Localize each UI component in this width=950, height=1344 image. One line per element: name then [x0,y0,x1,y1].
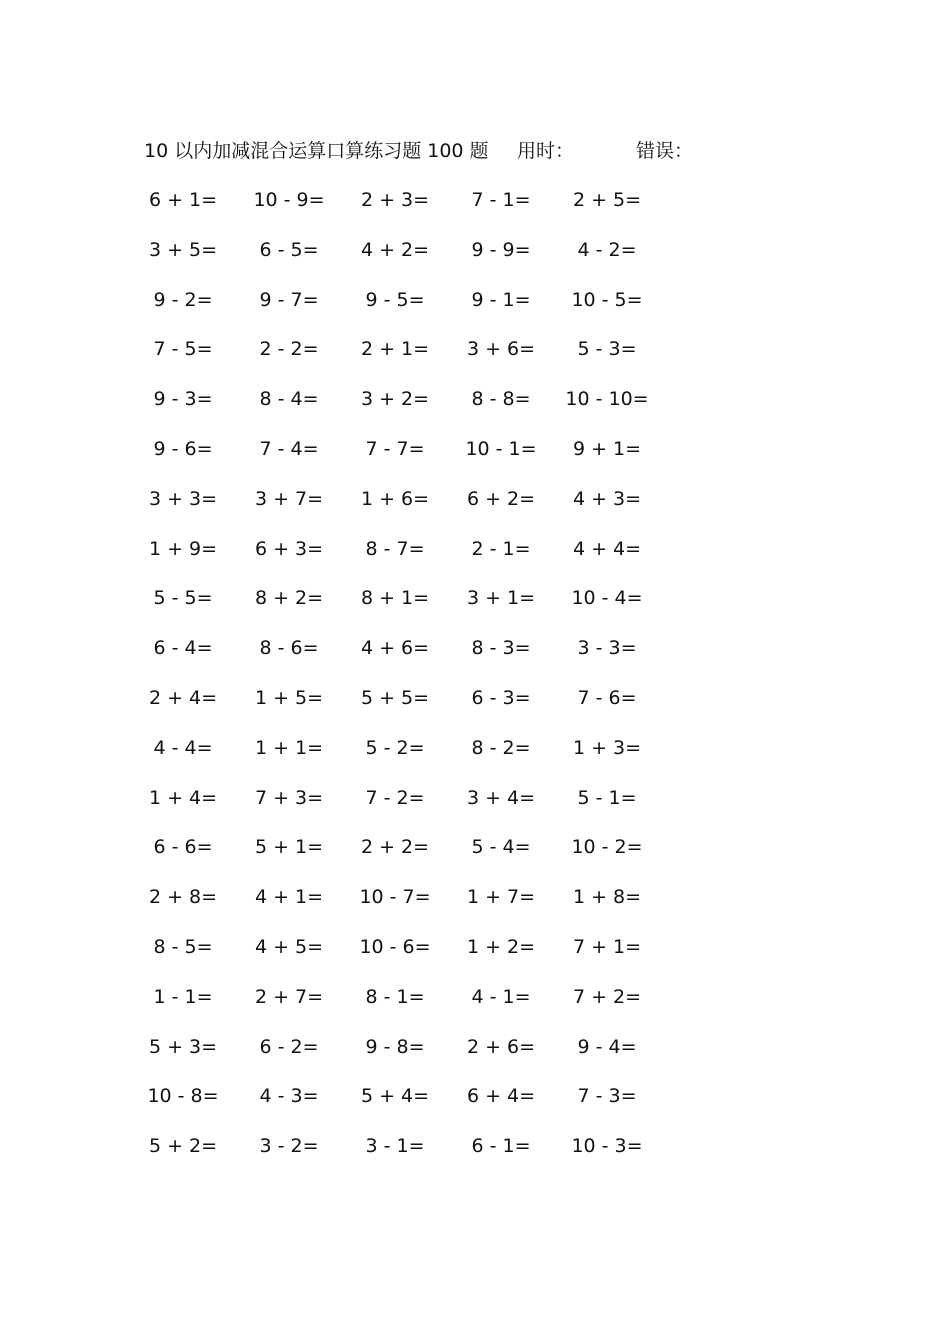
arithmetic-problem: 8 - 8= [471,388,531,411]
arithmetic-problem: 5 + 4= [360,1085,430,1108]
arithmetic-problem: 5 - 4= [471,836,531,859]
arithmetic-problem: 9 - 9= [471,238,531,261]
arithmetic-problem: 5 - 3= [577,338,637,361]
problem-row [130,481,660,531]
arithmetic-problem: 7 - 3= [577,1085,637,1108]
arithmetic-problem: 4 + 6= [360,637,430,660]
arithmetic-problem: 6 + 4= [466,1085,536,1108]
arithmetic-problem: 3 - 2= [259,1135,319,1158]
problem-row [130,331,660,381]
arithmetic-problem: 7 - 1= [471,189,531,211]
arithmetic-problem: 6 - 6= [153,836,213,859]
arithmetic-problem: 5 + 3= [148,1035,218,1058]
problem-row [130,680,660,730]
arithmetic-problem: 5 + 1= [254,836,324,859]
arithmetic-problem: 10 - 1= [465,437,537,460]
worksheet-title: 10 以内加减混合运算口算练习题 100 题 [144,140,489,162]
errors-label: 错误： [636,140,694,162]
problem-row [130,431,660,481]
problem-grid [130,182,660,1178]
arithmetic-problem: 2 + 6= [466,1035,536,1058]
arithmetic-problem: 2 + 2= [360,836,430,859]
arithmetic-problem: 4 - 2= [577,238,637,261]
arithmetic-problem: 9 - 7= [259,288,319,311]
problem-row [130,1029,660,1079]
arithmetic-problem: 10 - 5= [571,288,643,311]
arithmetic-problem: 6 - 5= [259,238,319,261]
arithmetic-problem: 9 - 3= [153,388,213,411]
problem-row [130,282,660,332]
arithmetic-problem: 2 + 7= [254,985,324,1008]
arithmetic-problem: 10 - 4= [571,587,643,610]
arithmetic-problem: 3 - 1= [365,1135,425,1158]
arithmetic-problem: 10 - 6= [359,935,431,958]
problem-row [130,929,660,979]
arithmetic-problem: 6 + 1= [148,189,218,211]
arithmetic-problem: 7 - 6= [577,686,637,709]
arithmetic-problem: 2 + 8= [148,886,218,909]
problem-row [130,630,660,680]
arithmetic-problem: 7 - 7= [365,437,425,460]
arithmetic-problem: 4 + 3= [572,487,642,510]
arithmetic-problem: 4 - 3= [259,1085,319,1108]
arithmetic-problem: 4 + 2= [360,238,430,261]
problem-row [130,829,660,879]
problem-row [130,979,660,1029]
arithmetic-problem: 1 + 1= [254,736,324,759]
arithmetic-problem: 3 + 7= [254,487,324,510]
arithmetic-problem: 2 + 1= [360,338,430,361]
arithmetic-problem: 2 + 4= [148,686,218,709]
arithmetic-problem: 1 + 8= [572,886,642,909]
arithmetic-problem: 3 - 3= [577,637,637,660]
problem-row [130,580,660,630]
arithmetic-problem: 2 + 3= [360,189,430,211]
arithmetic-problem: 9 - 5= [365,288,425,311]
arithmetic-problem: 3 + 4= [466,786,536,809]
arithmetic-problem: 3 + 1= [466,587,536,610]
arithmetic-problem: 8 - 1= [365,985,425,1008]
arithmetic-problem: 6 - 3= [471,686,531,709]
arithmetic-problem: 8 - 4= [259,388,319,411]
arithmetic-problem: 9 - 4= [577,1035,637,1058]
arithmetic-problem: 8 - 5= [153,935,213,958]
problem-row [130,531,660,581]
problem-row [130,182,660,232]
arithmetic-problem: 8 + 2= [254,587,324,610]
arithmetic-problem: 7 - 5= [153,338,213,361]
arithmetic-problem: 1 + 9= [148,537,218,560]
arithmetic-problem: 6 + 2= [466,487,536,510]
problem-row [130,232,660,282]
arithmetic-problem: 10 - 9= [253,189,325,211]
arithmetic-problem: 8 - 3= [471,637,531,660]
arithmetic-problem: 9 - 1= [471,288,531,311]
arithmetic-problem: 10 - 3= [571,1135,643,1158]
arithmetic-problem: 3 + 6= [466,338,536,361]
arithmetic-problem: 1 + 2= [466,935,536,958]
arithmetic-problem: 1 + 6= [360,487,430,510]
arithmetic-problem: 1 + 3= [572,736,642,759]
arithmetic-problem: 4 - 1= [471,985,531,1008]
arithmetic-problem: 1 + 7= [466,886,536,909]
arithmetic-problem: 8 - 6= [259,637,319,660]
arithmetic-problem: 7 + 3= [254,786,324,809]
worksheet-header [144,136,764,166]
arithmetic-problem: 9 - 6= [153,437,213,460]
arithmetic-problem: 10 - 2= [571,836,643,859]
arithmetic-problem: 7 - 4= [259,437,319,460]
arithmetic-problem: 6 - 1= [471,1135,531,1158]
arithmetic-problem: 7 - 2= [365,786,425,809]
arithmetic-problem: 5 + 5= [360,686,430,709]
arithmetic-problem: 4 + 1= [254,886,324,909]
problem-row [130,780,660,830]
arithmetic-problem: 5 + 2= [148,1135,218,1158]
arithmetic-problem: 1 + 5= [254,686,324,709]
problem-row [130,730,660,780]
arithmetic-problem: 7 + 1= [572,935,642,958]
arithmetic-problem: 7 + 2= [572,985,642,1008]
arithmetic-problem: 6 - 4= [153,637,213,660]
arithmetic-problem: 5 - 1= [577,786,637,809]
arithmetic-problem: 1 - 1= [153,985,213,1008]
arithmetic-problem: 3 + 5= [148,238,218,261]
problem-row [130,1128,660,1178]
arithmetic-problem: 2 - 2= [259,338,319,361]
arithmetic-problem: 10 - 10= [565,388,649,411]
arithmetic-problem: 9 - 8= [365,1035,425,1058]
arithmetic-problem: 8 - 2= [471,736,531,759]
arithmetic-problem: 4 - 4= [153,736,213,759]
arithmetic-problem: 10 - 7= [359,886,431,909]
arithmetic-problem: 1 + 4= [148,786,218,809]
arithmetic-problem: 6 + 3= [254,537,324,560]
arithmetic-problem: 3 + 3= [148,487,218,510]
problem-row [130,879,660,929]
arithmetic-problem: 2 - 1= [471,537,531,560]
arithmetic-problem: 4 + 5= [254,935,324,958]
arithmetic-problem: 8 + 1= [360,587,430,610]
arithmetic-problem: 9 - 2= [153,288,213,311]
arithmetic-problem: 9 + 1= [572,437,642,460]
arithmetic-problem: 4 + 4= [572,537,642,560]
problem-row [130,1078,660,1128]
arithmetic-problem: 2 + 5= [572,189,642,211]
problem-row [130,381,660,431]
arithmetic-problem: 5 - 5= [153,587,213,610]
arithmetic-problem: 6 - 2= [259,1035,319,1058]
time-used-label: 用时： [517,140,575,162]
arithmetic-problem: 3 + 2= [360,388,430,411]
arithmetic-problem: 5 - 2= [365,736,425,759]
arithmetic-problem: 8 - 7= [365,537,425,560]
arithmetic-problem: 10 - 8= [147,1085,219,1108]
